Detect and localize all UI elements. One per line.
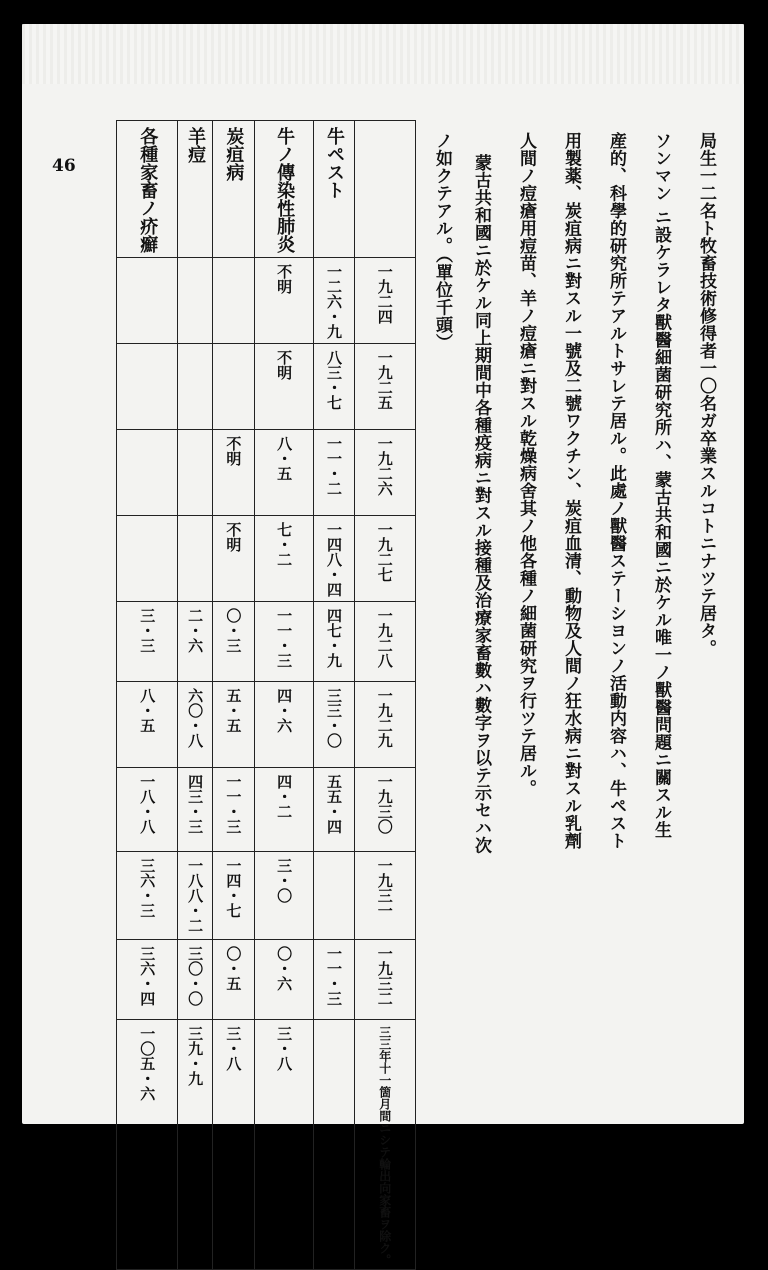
value-cell: 八・五 xyxy=(117,682,178,768)
document-page xyxy=(22,24,744,1266)
value-cell: 一〇五・六 xyxy=(117,1020,178,1270)
value-cell: 八三・七 xyxy=(314,344,354,430)
value-cell xyxy=(178,516,212,602)
value-cell: 三・八 xyxy=(254,1020,313,1270)
text-column: ソンマン ニ設ケラレタ獸醫細菌研究所ハ、蒙古共和國ニ於ケル唯一ノ獸醫問題ニ關スル生 xyxy=(651,132,671,839)
value-cell: 一一・三 xyxy=(254,602,313,682)
value-cell: 三三・〇 xyxy=(314,682,354,768)
value-cell xyxy=(178,344,212,430)
value-cell: 三・八 xyxy=(212,1020,254,1270)
row-label: 牛ノ傳染性肺炎 xyxy=(254,121,313,258)
year-header: 一九二六 xyxy=(354,430,415,516)
value-cell: 一一・二 xyxy=(314,430,354,516)
scan-noise xyxy=(22,24,744,84)
year-header: 一九二八 xyxy=(354,602,415,682)
value-cell: 一一・三 xyxy=(212,768,254,852)
value-cell: 三六・四 xyxy=(117,940,178,1020)
table-row xyxy=(117,430,416,516)
year-header: 一九二五 xyxy=(354,344,415,430)
value-cell: 一八八・二 xyxy=(178,852,212,940)
value-cell: 三・〇 xyxy=(254,852,313,940)
value-cell xyxy=(117,344,178,430)
table-row xyxy=(117,1020,416,1270)
row-label: 炭疽病 xyxy=(212,121,254,258)
value-cell: 〇・五 xyxy=(212,940,254,1020)
year-header: 一九三二 xyxy=(354,940,415,1020)
year-header: 一九三〇 xyxy=(354,768,415,852)
value-cell xyxy=(212,344,254,430)
row-label: 各種家畜ノ疥癬 xyxy=(117,121,178,258)
text-column: 産的、科學的研究所テアルトサレテ居ル。此處ノ獸醫ステーシヨンノ活動内容ハ、牛ペスト xyxy=(606,132,626,850)
table-row xyxy=(117,768,416,852)
table-row xyxy=(117,852,416,940)
table-row xyxy=(117,344,416,430)
value-cell xyxy=(212,258,254,344)
value-cell: 不明 xyxy=(254,258,313,344)
value-cell xyxy=(314,1020,354,1270)
table-row xyxy=(117,940,416,1020)
value-cell: 八・五 xyxy=(254,430,313,516)
value-cell: 不明 xyxy=(212,430,254,516)
value-cell: 一四八・四 xyxy=(314,516,354,602)
text-column: 局生一二名ト牧畜技術修得者一〇名ガ卒業スルコトニナツテ居タ。 xyxy=(696,132,716,657)
value-cell: 一四・七 xyxy=(212,852,254,940)
value-cell: 三六・三 xyxy=(117,852,178,940)
value-cell: 一一・三 xyxy=(314,940,354,1020)
year-header: 一九二九 xyxy=(354,682,415,768)
year-header: 一九二四 xyxy=(354,258,415,344)
text-column: 蒙古共和國ニ於ケル同上期間中各種疫病ニ對スル接種及治療家畜數ハ數字ヲ以テ示セハ次 xyxy=(471,154,491,854)
vaccination-table xyxy=(116,120,416,1270)
value-cell: 不明 xyxy=(212,516,254,602)
value-cell xyxy=(314,852,354,940)
value-cell xyxy=(117,258,178,344)
row-label: 牛ペスト xyxy=(314,121,354,258)
value-cell: 〇・三 xyxy=(212,602,254,682)
table-header-row xyxy=(117,121,416,258)
row-label: 羊痘 xyxy=(178,121,212,258)
value-cell: 四三・三 xyxy=(178,768,212,852)
table-row xyxy=(117,516,416,602)
value-cell: 一八・八 xyxy=(117,768,178,852)
value-cell: 三・三 xyxy=(117,602,178,682)
value-cell xyxy=(178,430,212,516)
value-cell: 六〇・八 xyxy=(178,682,212,768)
value-cell: 五・五 xyxy=(212,682,254,768)
text-column: 人間ノ痘瘡用痘苗、羊ノ痘瘡ニ對スル乾燥病舍其ノ他各種ノ細菌研究ヲ行ツテ居ル。 xyxy=(516,132,536,797)
year-header: 三三年十一箇月間ニシテ輪出向家畜ヲ除ク。 xyxy=(354,1020,415,1270)
value-cell: 七・二 xyxy=(254,516,313,602)
value-cell xyxy=(117,430,178,516)
value-cell: 二・六 xyxy=(178,602,212,682)
value-cell xyxy=(117,516,178,602)
table-row xyxy=(117,602,416,682)
text-column: ノ如クテアル。（單位千頭） xyxy=(432,132,452,351)
value-cell: 〇・六 xyxy=(254,940,313,1020)
value-cell: 一二六・九 xyxy=(314,258,354,344)
year-header: 一九三一 xyxy=(354,852,415,940)
value-cell: 不明 xyxy=(254,344,313,430)
value-cell: 四七・九 xyxy=(314,602,354,682)
corner-cell xyxy=(354,121,415,258)
page-number: 46 xyxy=(52,156,76,176)
value-cell: 四・二 xyxy=(254,768,313,852)
value-cell: 五五・四 xyxy=(314,768,354,852)
table-row xyxy=(117,258,416,344)
year-header: 一九二七 xyxy=(354,516,415,602)
value-cell: 三〇・〇 xyxy=(178,940,212,1020)
value-cell: 三九・九 xyxy=(178,1020,212,1270)
table-row xyxy=(117,682,416,768)
value-cell: 四・六 xyxy=(254,682,313,768)
value-cell xyxy=(178,258,212,344)
text-column: 用製薬、炭疽病ニ對スル一號及二號ワクチン、炭疽血清、動物及人間ノ狂水病ニ對スル乳劑 xyxy=(561,132,581,850)
